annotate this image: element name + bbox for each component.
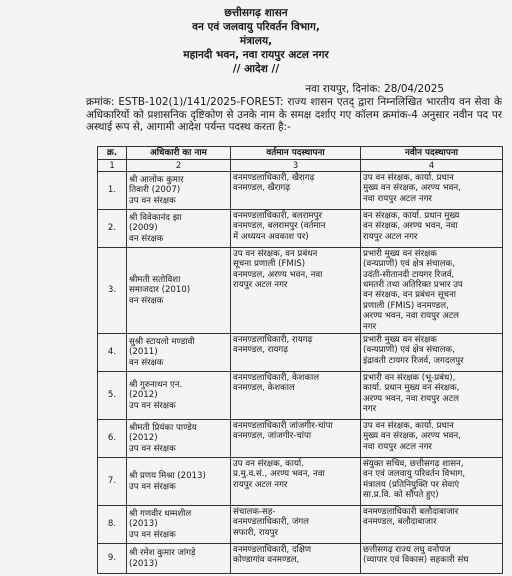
row-serial: 5.: [98, 372, 127, 420]
current-posting-line: में अध्ययन अवकाश पर): [233, 231, 309, 242]
order-paragraph: क्रमांक: ESTB-102(1)/141/2025-FOREST: राज्य शासन एतद् द्वारा निम्नलिखित भारतीय वन सेवा के अधिकारियों को प्रशासनिक दृष्टिकोण से उनके नाम के समक्ष दर्शाए गए कॉलम क्रमांक-4 अनुसार नवीन पद पर अस्थाई रूप से, आगामी आदेश पर्यन्त पदस्थ करता है:-: [86, 96, 502, 134]
row-serial: 7.: [98, 458, 127, 506]
cell-new: [361, 506, 503, 544]
cell-name: [127, 458, 231, 506]
new-posting-line: अरण्य भवन, नवा रायपुर अटल: [363, 393, 460, 404]
col-number: 3: [231, 160, 361, 171]
new-posting-line: वन संरक्षक, अरण्य भवन, नवा: [363, 221, 458, 232]
new-posting-line: मुख्य वन संरक्षक, अरण्य भवन,: [363, 183, 461, 194]
current-posting-line: उप वन संरक्षक, वन प्रबंधन: [233, 248, 318, 259]
new-posting-line: वन एवं जलवायु परिवर्तन विभाग,: [363, 469, 466, 480]
new-posting-line: इंद्रावती टायगर रिजर्व, जगदलपुर: [363, 355, 464, 366]
order-heading: // आदेश //: [232, 63, 280, 75]
current-posting-line: वनमण्डलाधिकारी, केशकाल: [233, 373, 320, 384]
officer-name-line: उप वन संरक्षक: [129, 529, 176, 540]
row-serial: 2.: [98, 209, 127, 247]
officer-name-line: (2012): [129, 433, 158, 444]
current-posting-line: सफारी, रायपुर: [233, 527, 278, 538]
current-posting-line: वनमण्डल, जांजगीर-चांपा: [233, 431, 312, 442]
cell-name: [127, 372, 231, 420]
officer-name-line: उप वन संरक्षक: [129, 443, 176, 454]
officer-name-line: वन संरक्षक: [129, 295, 164, 306]
cell-name: [127, 334, 231, 372]
cell-new: [361, 458, 503, 506]
row-serial: 8.: [98, 506, 127, 544]
new-posting-line: प्रणाली (FMIS) वनमण्डल,: [363, 300, 449, 311]
table-row: [98, 420, 503, 458]
office-address: महानदी भवन, नवा रायपुर अटल नगर: [183, 49, 329, 61]
cell-current: [231, 171, 361, 209]
current-posting-line: वनमण्डलाधिकारी, खैरागढ़: [233, 172, 315, 183]
current-posting-line: वनमण्डलाधिकारी, जंगल: [233, 517, 310, 528]
cell-current: [231, 544, 361, 574]
table-row: [98, 334, 503, 372]
officer-name-line: सुश्री स्टायलो मण्डावी: [129, 336, 195, 347]
cell-name: [127, 171, 231, 209]
govt-name: छत्तीसगढ़ शासन: [224, 7, 288, 19]
new-posting-line: (वन्यप्राणी) एवं क्षेत्र संचालक,: [363, 259, 455, 270]
row-serial: 9.: [98, 544, 127, 574]
cell-new: [361, 420, 503, 458]
officer-name-line: श्री विवेकानंद झा: [129, 212, 182, 223]
new-posting-line: नगर: [363, 404, 377, 415]
officer-name-line: तिवारी (2007): [129, 185, 181, 196]
col-header-current: वर्तमान पदस्थापना: [231, 147, 361, 160]
officer-name-line: वन संरक्षक: [129, 357, 164, 368]
new-posting-line: मुख्य वन संरक्षक, अरण्य भवन,: [363, 431, 461, 442]
table-row: [98, 171, 503, 209]
officer-name-line: श्री गणवीर धम्मशील: [129, 508, 192, 519]
column-number-row: [98, 160, 503, 171]
current-posting-line: वनमण्डल, खैरागढ़: [233, 183, 291, 194]
current-posting-line: वनमण्डलाधिकारी, बलरामपुर: [233, 210, 322, 221]
table-row: [98, 247, 503, 333]
cell-new: [361, 209, 503, 247]
officer-name-line: श्री प्रणय मिश्रा (2013): [129, 471, 206, 482]
current-posting-line: रायपुर अटल नगर: [233, 280, 288, 291]
col-header-new: नवीन पदस्थापना: [361, 147, 503, 160]
col-number: 2: [127, 160, 231, 171]
officer-name-line: श्रीमती सतोविशा: [129, 274, 181, 285]
officer-name-line: (2009): [129, 223, 158, 234]
current-posting-line: वनमण्डलाधिकारी जांजगीर-चांपा: [233, 421, 333, 432]
cell-current: [231, 247, 361, 333]
current-posting-line: रायपुर अटल नगर: [233, 479, 288, 490]
officer-name-line: उप वन संरक्षक: [129, 481, 176, 492]
new-posting-line: नवा रायपुर अटल नगर: [363, 441, 432, 452]
cell-current: [231, 506, 361, 544]
col-number: 1: [98, 160, 127, 171]
new-posting-line: उप वन संरक्षक, कार्या. प्रधान: [363, 172, 454, 183]
cell-current: [231, 372, 361, 420]
new-posting-line: नगर: [363, 321, 377, 332]
officer-name-line: वन संरक्षक: [129, 233, 164, 244]
new-posting-line: उप वन संरक्षक, कार्या. प्रधान: [363, 421, 454, 432]
table-header-row: [98, 147, 503, 160]
new-posting-line: (वन्यप्राणी) एवं क्षेत्र संचालक,: [363, 345, 455, 356]
current-posting-line: वनमण्डलाधिकारी, रायगढ़: [233, 335, 313, 346]
new-posting-line: वनमण्डल, बलौदाबाजार: [363, 517, 437, 528]
posting-table: [97, 146, 503, 574]
table-row: [98, 544, 503, 574]
new-posting-line: प्रभारी वन संरक्षक (भू-प्रबंध),: [363, 373, 456, 384]
ministry-name: मंत्रालय,: [239, 35, 273, 47]
current-posting-line: सूचना प्रणाली (FMIS): [233, 259, 306, 270]
row-serial: 3.: [98, 247, 127, 333]
current-posting-line: वनमण्डलाधिकारी, दक्षिण: [233, 545, 312, 556]
cell-current: [231, 334, 361, 372]
row-serial: 1.: [98, 171, 127, 209]
department-name: वन एवं जलवायु परिवर्तन विभाग,: [192, 21, 320, 33]
cell-current: [231, 458, 361, 506]
new-posting-line: रायपुर अटल नगर: [363, 231, 418, 242]
new-posting-line: धमतरी तथा अतिरिक्त प्रभार उप: [363, 280, 463, 291]
current-posting-line: प्र.मु.व.सं., अरण्य भवन, नवा: [233, 469, 325, 480]
table-row: [98, 506, 503, 544]
place-date: नवा रायपुर, दिनांक: 28/04/2025: [305, 83, 444, 95]
current-posting-line: वनमण्डल, बलरामपुर (वर्तमान: [233, 221, 326, 232]
new-posting-line: वन संरक्षक, कार्या. प्रधान मुख्य: [363, 210, 460, 221]
officer-name-line: श्री रमेश कुमार जांगड़े: [129, 548, 196, 559]
table-body: [98, 171, 503, 573]
officer-name-line: श्री आलोक कुमार: [129, 174, 184, 185]
new-posting-line: संयुक्त सचिव, छत्तीसगढ़ शासन,: [363, 459, 464, 470]
current-posting-line: संचालक-सह-: [233, 507, 276, 518]
col-header-name: अधिकारी का नाम: [127, 147, 231, 160]
officer-name-line: (2013): [129, 519, 158, 530]
officer-name-line: (2012): [129, 390, 158, 401]
new-posting-line: प्रभारी मुख्य वन संरक्षक: [363, 335, 437, 346]
officer-name-line: उप वन संरक्षक: [129, 400, 176, 411]
col-header-sn: क्र.: [98, 147, 127, 160]
new-posting-line: नवा रायपुर अटल नगर: [363, 193, 432, 204]
officer-name-line: (2013): [129, 558, 158, 569]
new-posting-line: वनमण्डलाधिकारी बलौदाबाजार: [363, 507, 459, 518]
cell-new: [361, 247, 503, 333]
current-posting-line: कोण्डागांव वनमण्डल,: [233, 555, 300, 566]
cell-name: [127, 506, 231, 544]
officer-name-line: श्रीमती प्रियंका पाण्डेय: [129, 422, 197, 433]
new-posting-line: कार्या. प्रधान मुख्य वन संरक्षक,: [363, 383, 460, 394]
current-posting-line: वनमण्डल, अरण्य भवन, नवा: [233, 269, 323, 280]
current-posting-line: वनमण्डल, केशकाल: [233, 383, 295, 394]
new-posting-line: (व्यापार एवं विकास) सहकारी संघ: [363, 555, 469, 566]
new-posting-line: छत्तीसगढ़ राज्य लघु वनोपज: [363, 545, 451, 556]
table-row: [98, 458, 503, 506]
current-posting-line: उप वन संरक्षक, कार्या.: [233, 459, 304, 470]
current-posting-line: वनमण्डल, रायगढ़: [233, 345, 289, 356]
row-serial: 4.: [98, 334, 127, 372]
cell-current: [231, 209, 361, 247]
new-posting-line: वन संरक्षक, वन प्रबंधन सूचना: [363, 290, 456, 301]
col-number: 4: [361, 160, 503, 171]
cell-new: [361, 372, 503, 420]
cell-name: [127, 544, 231, 574]
new-posting-line: मंत्रालय (प्रतिनियुक्ति पर सेवाएं: [363, 479, 460, 490]
order-intro: [86, 96, 502, 134]
cell-new: [361, 334, 503, 372]
row-serial: 6.: [98, 420, 127, 458]
officer-name-line: उप वन संरक्षक: [129, 195, 176, 206]
cell-new: [361, 544, 503, 574]
table-row: [98, 209, 503, 247]
new-posting-line: सा.प्र.वि. को सौंपते हुए): [363, 490, 439, 501]
new-posting-line: प्रभारी मुख्य वन संरक्षक: [363, 248, 437, 259]
officer-name-line: श्री गुरुनाथन एन.: [129, 379, 183, 390]
cell-new: [361, 171, 503, 209]
officer-name-line: समाजदार (2010): [129, 285, 191, 296]
cell-current: [231, 420, 361, 458]
cell-name: [127, 209, 231, 247]
officer-name-line: (2011): [129, 347, 158, 358]
new-posting-line: अरण्य भवन, नवा रायपुर अटल: [363, 311, 460, 322]
new-posting-line: उदंती-सीतानदी टायगर रिजर्व,: [363, 269, 455, 280]
table-row: [98, 372, 503, 420]
cell-name: [127, 247, 231, 333]
cell-name: [127, 420, 231, 458]
letterhead: [0, 0, 512, 76]
